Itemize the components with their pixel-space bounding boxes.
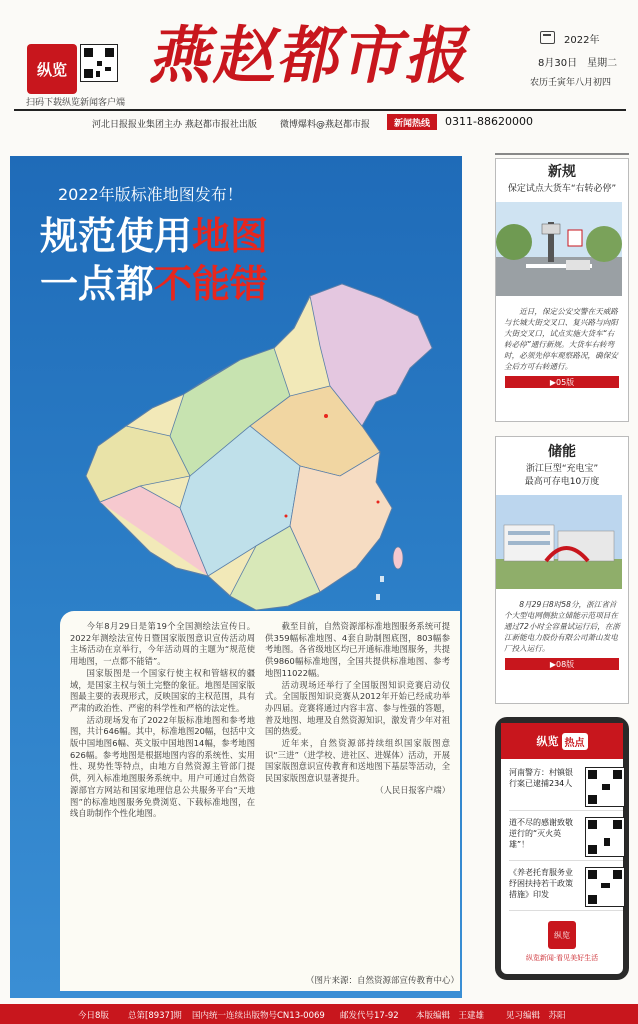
- app-logo[interactable]: 纵览: [27, 44, 77, 94]
- footer-cn-number: 国内统一连续出版物号CN13-0069: [192, 1011, 325, 1021]
- phone-footer: [501, 913, 623, 980]
- article-paragraph: 活动现场发布了2022年版标准地图和参考地图，共计646幅。其中，标准地图20幅，包括中文版中国地图6幅、英文版中国地图14幅，参考地图626幅。参考地图是根据地图内容的系统性、实用性、现势性等特点，由地方自然资源主管部门提供，列入标准地图服务系统中。用户可通过自然资源部官方网站和国家地理信息公共服务平台“天地图”的标准地图服务免费浏览、下载标准地图，在线自助制作个性化地图。: [70, 714, 255, 819]
- date-box: [530, 24, 636, 92]
- news-qr-code[interactable]: [585, 867, 625, 907]
- story-headline-line2: 最高可存电10万度: [524, 477, 600, 487]
- phone-footer-logo: 纵览: [548, 921, 576, 949]
- sidebar-story-energy[interactable]: [495, 436, 629, 704]
- phone-footer-slogan: 纵览新闻·看见美好生活: [525, 954, 599, 962]
- page-jump-tag[interactable]: ▶08版: [505, 658, 619, 670]
- scan-caption: 扫码下载纵览新闻客户端: [26, 98, 126, 108]
- feature-article: [60, 611, 460, 991]
- article-paragraph: 今年8月29日是第19个全国测绘法宣传日。2022年测绘法宣传日暨国家版图意识宣传活动周主场活动在京举行，今年活动周的主题为“规范使用地图，一点都不能错”。: [70, 621, 255, 667]
- date-month-day: 8月30日 星期二: [538, 58, 618, 69]
- phone-news-item[interactable]: [509, 765, 623, 811]
- news-item-title: 河南警方：村镇银行案已逮捕234人: [509, 768, 573, 788]
- footer-issue: 总第[8937]期: [128, 1011, 182, 1021]
- news-qr-code[interactable]: [585, 817, 625, 857]
- headline-line2-prefix: 一点都: [40, 262, 155, 306]
- story-section-title: 储能: [548, 444, 576, 460]
- phone-news-item[interactable]: [509, 865, 623, 911]
- headline-line1-prefix: 规范使用: [40, 214, 193, 258]
- story-headline: 保定试点大货车“右转必停”: [507, 184, 617, 194]
- headline-line1-highlight: 地图: [192, 214, 269, 258]
- power-station-photo: [496, 495, 622, 589]
- footer-page-count: 今日8版: [78, 1011, 109, 1021]
- footer-intern-editor: 见习编辑 苏阳: [506, 1011, 566, 1021]
- news-item-title: 道不尽的感谢致敬逆行的“灭火英雄”！: [509, 818, 573, 849]
- page-jump-tag[interactable]: ▶05版: [505, 376, 619, 388]
- street-photo: [496, 202, 622, 296]
- story-summary: 8月29日8时58分，浙江省首个大型电网侧独立储能示范项目在通过72小时全容量试运行后，在浙江新能电力股份有限公司萧山发电厂投入运行。: [504, 600, 620, 653]
- story-headline-line1: 浙江巨型“充电宝”: [525, 464, 599, 474]
- article-paragraph: 活动现场还举行了全国版图知识竞赛启动仪式。全国版图知识竞赛从2012年开始已经成功举办四届。竞赛将通过内容丰富、参与性强的答题，普及地图、地理及自然资源知识，激发青少年对祖国的热爱。: [265, 679, 450, 737]
- phone-app-name: 纵览: [536, 735, 559, 748]
- sidebar-story-new-rule[interactable]: [495, 158, 629, 422]
- photo-credit: （图片来源：自然资源部宣传教育中心）: [306, 976, 460, 986]
- publisher-line: 河北日报报业集团主办 燕赵都市报社出版: [92, 120, 257, 130]
- hotline-label: 新闻热线: [387, 114, 437, 130]
- download-qr-code[interactable]: [80, 44, 118, 82]
- footer-bar: [0, 1004, 638, 1024]
- masthead: [0, 0, 638, 112]
- date-year: 2022年: [564, 35, 600, 46]
- hot-badge: 热点: [562, 733, 588, 750]
- footer-editor: 本版编辑 王建雄: [416, 1011, 485, 1021]
- date-lunar: 农历壬寅年八月初四: [530, 78, 612, 88]
- story-section-title: 新规: [548, 164, 576, 180]
- phone-news-item[interactable]: [509, 815, 623, 861]
- story-summary: 近日，保定公安交警在天威路与长城大街交叉口、复兴路与向阳大街交叉口，试点实施大货车“右转必停”通行新规。大货车右转弯时，必须先停车观察路况，确保安全后方可右转通行。: [504, 307, 618, 371]
- phone-header: [501, 723, 623, 759]
- news-item-title: 《养老托育服务业纾困扶持若干政策措施》印发: [509, 868, 573, 899]
- weibo-tip-line[interactable]: 微博爆料@燕赵都市报: [280, 120, 371, 130]
- feature-kicker: 2022年版标准地图发布！: [58, 185, 243, 204]
- sidebar-rule: [495, 153, 629, 155]
- article-source: （人民日报客户端）: [375, 784, 450, 795]
- calendar-icon: [540, 31, 555, 44]
- newspaper-title: 燕赵都市报: [145, 19, 481, 92]
- footer-postal-code: 邮发代号17-92: [340, 1011, 399, 1021]
- subhead-bar: [0, 113, 638, 135]
- app-promo-phone: [495, 717, 629, 980]
- masthead-rule: [14, 109, 626, 111]
- feature-panel: [10, 156, 462, 998]
- headline-line2-highlight: 不能错: [154, 262, 269, 306]
- article-paragraph: 国家版图是一个国家行使主权和管辖权的疆域，是国家主权与领土完整的象征。地图是国家版图最主要的表现形式，反映国家的主权范围，具有严肃的政治性、严密的科学性和严格的法定性。: [70, 667, 255, 713]
- hotline-number[interactable]: 0311-88620000: [445, 115, 533, 128]
- article-paragraph: 近年来，自然资源部持续组织国家版图意识“三进”（进学校、进社区、进媒体）活动，开展国家版图意识宣传教育和送地图下基层等活动，全民国家版图意识显著提升。: [265, 738, 450, 784]
- article-paragraph: 截至目前，自然资源部标准地图服务系统可提供359幅标准地图、4套自助制图底图，803幅参考地图。各省级地区均已开通标准地图服务，共提供9860幅标准地图，全国共提供标准地图、参考地图11022幅。: [265, 621, 450, 678]
- news-qr-code[interactable]: [585, 767, 625, 807]
